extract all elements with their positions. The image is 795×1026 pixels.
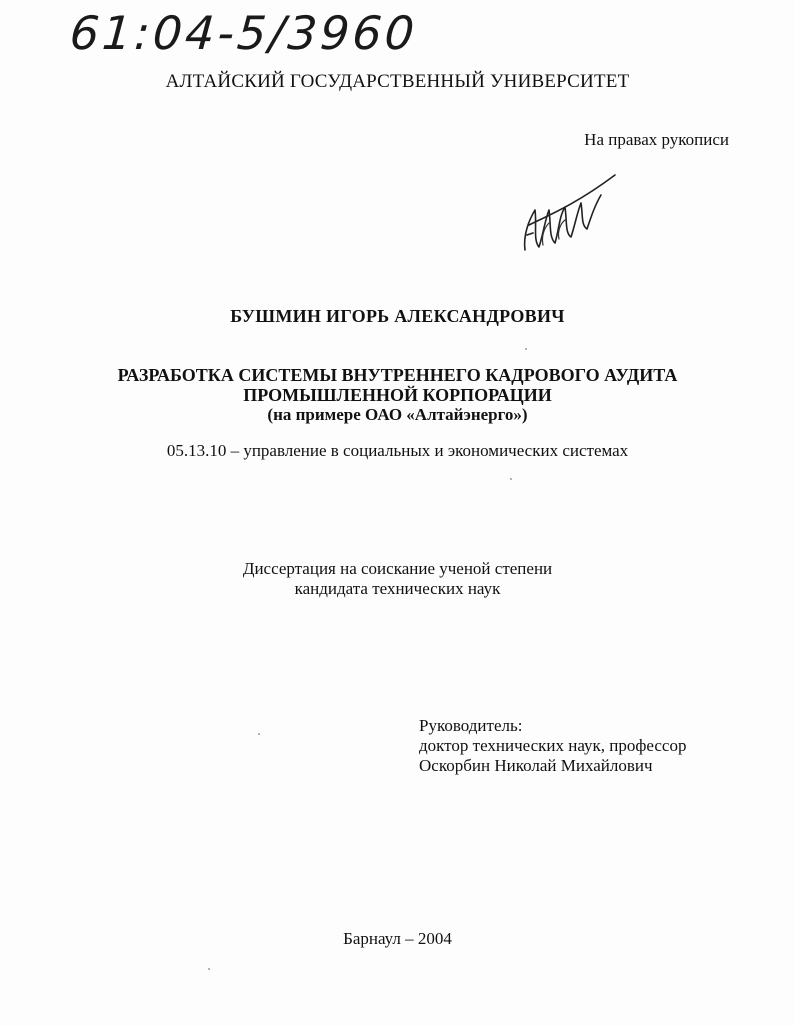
archive-number-handwritten: 61:04-5/3960	[68, 6, 419, 60]
university-name: АЛТАЙСКИЙ ГОСУДАРСТВЕННЫЙ УНИВЕРСИТЕТ	[165, 71, 630, 92]
place-and-year: Барнаул – 2004	[343, 929, 452, 948]
scan-speck	[525, 348, 527, 350]
scan-speck	[510, 478, 512, 480]
specialty-code: 05.13.10 – управление в социальных и экономических системах	[166, 441, 629, 460]
supervisor-name: Оскорбин Николай Михайлович	[419, 756, 653, 775]
supervisor-label: Руководитель:	[419, 716, 523, 735]
rights-note: На правах рукописи	[584, 130, 729, 149]
scan-speck	[258, 733, 260, 735]
degree-statement	[0, 559, 795, 599]
title-line-1: РАЗРАБОТКА СИСТЕМЫ ВНУТРЕННЕГО КАДРОВОГО АУДИТА	[117, 365, 678, 385]
supervisor-degree: доктор технических наук, профессор	[419, 736, 687, 755]
title-line-3: (на примере ОАО «Алтайэнерго»)	[267, 405, 528, 424]
dissertation-title	[0, 365, 795, 425]
author-name: БУШМИН ИГОРЬ АЛЕКСАНДРОВИЧ	[230, 306, 565, 326]
supervisor-block	[419, 716, 686, 776]
degree-line-2: кандидата технических наук	[294, 579, 501, 598]
degree-line-1: Диссертация на соискание ученой степени	[242, 559, 553, 578]
scan-speck	[208, 968, 210, 970]
title-line-2: ПРОМЫШЛЕННОЙ КОРПОРАЦИИ	[243, 385, 552, 405]
signature-icon	[515, 165, 625, 265]
